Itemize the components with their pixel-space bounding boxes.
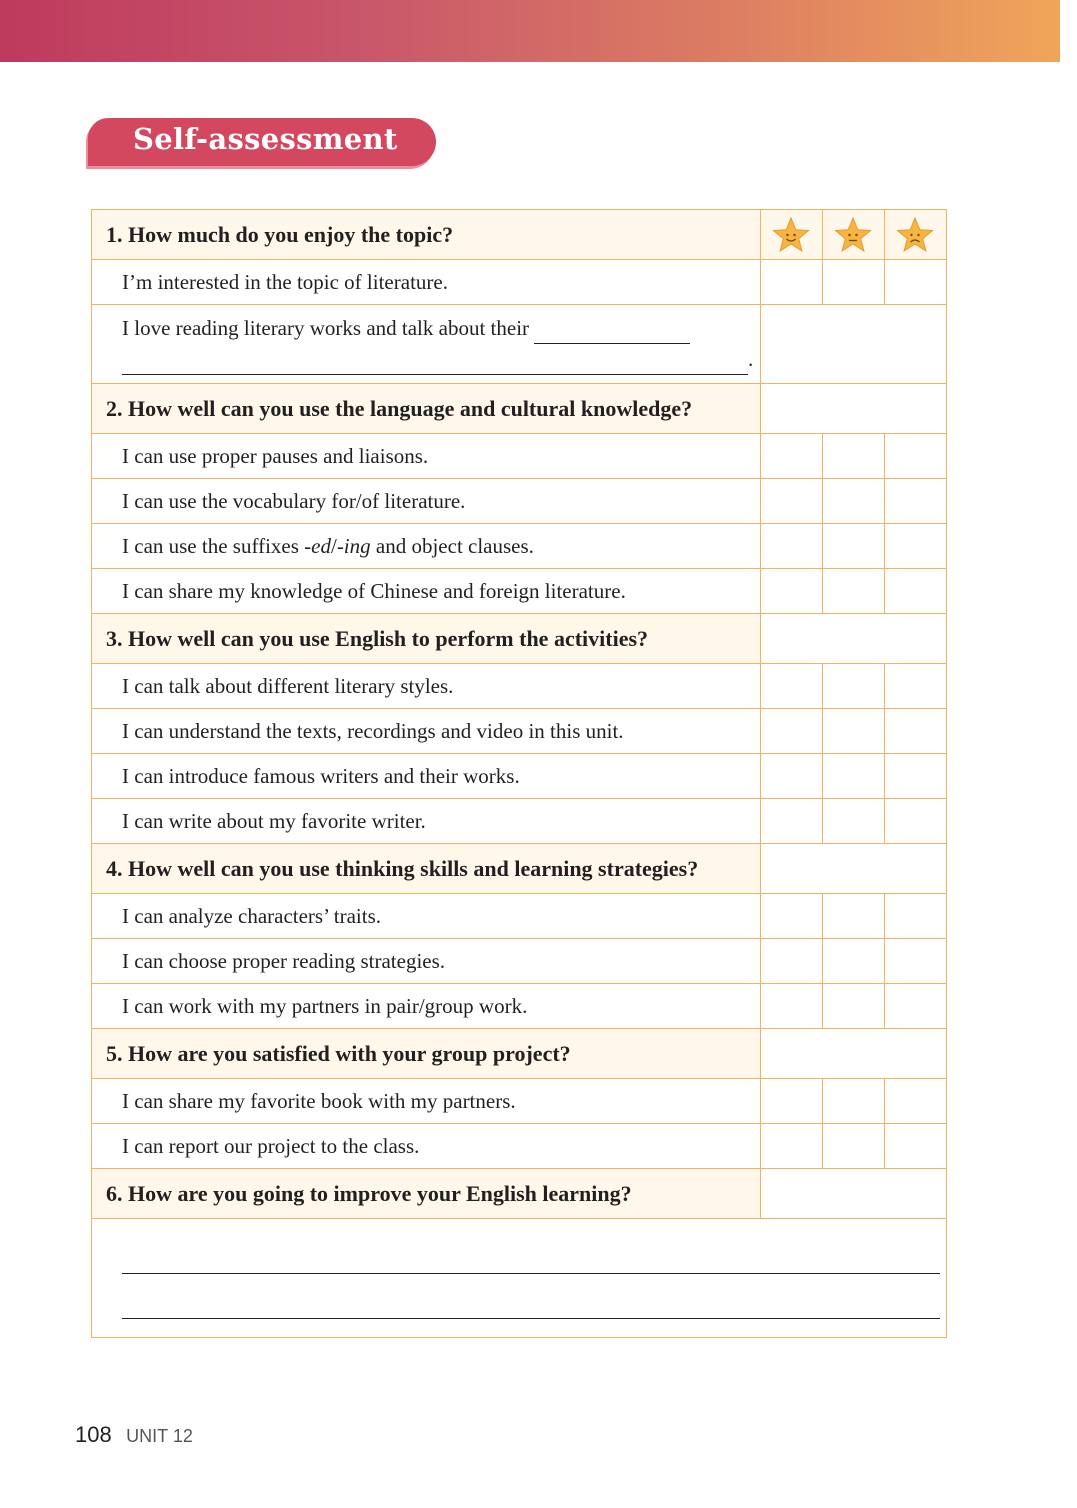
section-heading: 6. How are you going to improve your English learning? bbox=[92, 1169, 761, 1219]
statement: I can use the vocabulary for/of literature. bbox=[92, 479, 761, 524]
section-heading: 5. How are you satisfied with your group project? bbox=[92, 1029, 761, 1079]
rating-header-neutral bbox=[822, 210, 884, 260]
assessment-row bbox=[92, 939, 947, 984]
assessment-row bbox=[92, 1124, 947, 1169]
statement-tail: and object clauses. bbox=[375, 533, 534, 558]
unit-label: UNIT 12 bbox=[126, 1426, 193, 1446]
rating-cell-smile[interactable] bbox=[760, 754, 822, 799]
writing-lines[interactable] bbox=[92, 1219, 947, 1338]
assessment-row bbox=[92, 479, 947, 524]
section-header bbox=[92, 384, 947, 434]
rating-cell-sad[interactable] bbox=[884, 569, 946, 614]
answer-blank[interactable] bbox=[534, 313, 690, 344]
fill-statement: I love reading literary works and talk about their . bbox=[92, 305, 761, 384]
top-banner bbox=[0, 0, 1060, 62]
suffix-ed: -ed bbox=[304, 533, 331, 558]
rating-cell-smile[interactable] bbox=[760, 1079, 822, 1124]
rating-cell-sad[interactable] bbox=[884, 754, 946, 799]
section-header bbox=[92, 844, 947, 894]
statement: I can share my knowledge of Chinese and foreign literature. bbox=[92, 569, 761, 614]
rating-cell-smile[interactable] bbox=[760, 894, 822, 939]
rating-cell-neutral[interactable] bbox=[822, 569, 884, 614]
star-smile-icon bbox=[772, 217, 810, 253]
rating-cell-sad[interactable] bbox=[884, 524, 946, 569]
rating-cell-sad[interactable] bbox=[884, 664, 946, 709]
rating-cell-neutral[interactable] bbox=[822, 709, 884, 754]
assessment-row bbox=[92, 894, 947, 939]
statement: I can write about my favorite writer. bbox=[92, 799, 761, 844]
rating-cell-neutral[interactable] bbox=[822, 524, 884, 569]
star-neutral-icon bbox=[834, 217, 872, 253]
blank-rating-area bbox=[760, 305, 946, 384]
statement: I can share my favorite book with my partners. bbox=[92, 1079, 761, 1124]
rating-cell-neutral[interactable] bbox=[822, 434, 884, 479]
rating-cell-neutral[interactable] bbox=[822, 1079, 884, 1124]
rating-cell-neutral[interactable] bbox=[822, 1124, 884, 1169]
rating-cell-smile[interactable] bbox=[760, 799, 822, 844]
rating-cell-smile[interactable] bbox=[760, 709, 822, 754]
rating-cell-sad[interactable] bbox=[884, 799, 946, 844]
rating-cell-sad[interactable] bbox=[884, 1079, 946, 1124]
rating-cell-sad[interactable] bbox=[884, 1124, 946, 1169]
section-header bbox=[92, 1029, 947, 1079]
statement: I can report our project to the class. bbox=[92, 1124, 761, 1169]
self-assessment-table bbox=[91, 209, 947, 1338]
statement: I can understand the texts, recordings and video in this unit. bbox=[92, 709, 761, 754]
statement: I can use the suffixes -ed/-ing and object clauses. bbox=[92, 524, 761, 569]
rating-cell-neutral[interactable] bbox=[822, 799, 884, 844]
section-header bbox=[92, 614, 947, 664]
assessment-row bbox=[92, 1079, 947, 1124]
rating-cell-sad[interactable] bbox=[884, 984, 946, 1029]
writing-area bbox=[92, 1219, 947, 1338]
statement-text: I can use the suffixes bbox=[122, 533, 299, 558]
section-title-tab bbox=[88, 118, 436, 166]
rating-cell-neutral[interactable] bbox=[822, 894, 884, 939]
page-number: 108 bbox=[75, 1422, 112, 1447]
assessment-row bbox=[92, 524, 947, 569]
answer-line[interactable] bbox=[122, 1273, 940, 1274]
rating-cell-sad[interactable] bbox=[884, 939, 946, 984]
rating-cell-smile[interactable] bbox=[760, 524, 822, 569]
statement: I can choose proper reading strategies. bbox=[92, 939, 761, 984]
assessment-row bbox=[92, 799, 947, 844]
rating-header-smile bbox=[760, 210, 822, 260]
assessment-row bbox=[92, 984, 947, 1029]
rating-cell-smile[interactable] bbox=[760, 569, 822, 614]
rating-cell-neutral[interactable] bbox=[822, 984, 884, 1029]
page-title: Self-assessment bbox=[133, 122, 398, 156]
rating-cell-sad[interactable] bbox=[884, 479, 946, 524]
fill-in-row bbox=[92, 305, 947, 384]
rating-cell-smile[interactable] bbox=[760, 664, 822, 709]
rating-cell-smile[interactable] bbox=[760, 260, 822, 305]
rating-cell-neutral[interactable] bbox=[822, 754, 884, 799]
suffix-ing: -ing bbox=[336, 533, 371, 558]
rating-cell-neutral[interactable] bbox=[822, 260, 884, 305]
rating-cell-neutral[interactable] bbox=[822, 479, 884, 524]
rating-cell-sad[interactable] bbox=[884, 434, 946, 479]
rating-cell-sad[interactable] bbox=[884, 709, 946, 754]
statement: I’m interested in the topic of literature. bbox=[92, 260, 761, 305]
page-footer bbox=[75, 1422, 193, 1448]
assessment-row bbox=[92, 664, 947, 709]
rating-cell-smile[interactable] bbox=[760, 1124, 822, 1169]
section-heading: 3. How well can you use English to perform the activities? bbox=[92, 614, 761, 664]
section-heading: 1. How much do you enjoy the topic? bbox=[92, 210, 761, 260]
statement: I can talk about different literary styles. bbox=[92, 664, 761, 709]
answer-blank[interactable] bbox=[122, 344, 748, 375]
rating-cell-neutral[interactable] bbox=[822, 664, 884, 709]
fill-statement-text: I love reading literary works and talk about their bbox=[122, 316, 530, 340]
rating-cell-smile[interactable] bbox=[760, 434, 822, 479]
rating-cell-smile[interactable] bbox=[760, 479, 822, 524]
assessment-row bbox=[92, 709, 947, 754]
statement: I can work with my partners in pair/group work. bbox=[92, 984, 761, 1029]
statement: I can introduce famous writers and their works. bbox=[92, 754, 761, 799]
section-header bbox=[92, 1169, 947, 1219]
rating-cell-neutral[interactable] bbox=[822, 939, 884, 984]
rating-cell-smile[interactable] bbox=[760, 984, 822, 1029]
answer-line[interactable] bbox=[122, 1318, 940, 1319]
assessment-row bbox=[92, 434, 947, 479]
rating-header-sad bbox=[884, 210, 946, 260]
rating-cell-smile[interactable] bbox=[760, 939, 822, 984]
statement: I can use proper pauses and liaisons. bbox=[92, 434, 761, 479]
section-header bbox=[92, 210, 947, 260]
assessment-row bbox=[92, 754, 947, 799]
assessment-row bbox=[92, 260, 947, 305]
rating-cell-sad[interactable] bbox=[884, 894, 946, 939]
section-heading: 2. How well can you use the language and cultural knowledge? bbox=[92, 384, 761, 434]
star-sad-icon bbox=[896, 217, 934, 253]
assessment-row bbox=[92, 569, 947, 614]
statement: I can analyze characters’ traits. bbox=[92, 894, 761, 939]
rating-cell-sad[interactable] bbox=[884, 260, 946, 305]
section-heading: 4. How well can you use thinking skills and learning strategies? bbox=[92, 844, 761, 894]
